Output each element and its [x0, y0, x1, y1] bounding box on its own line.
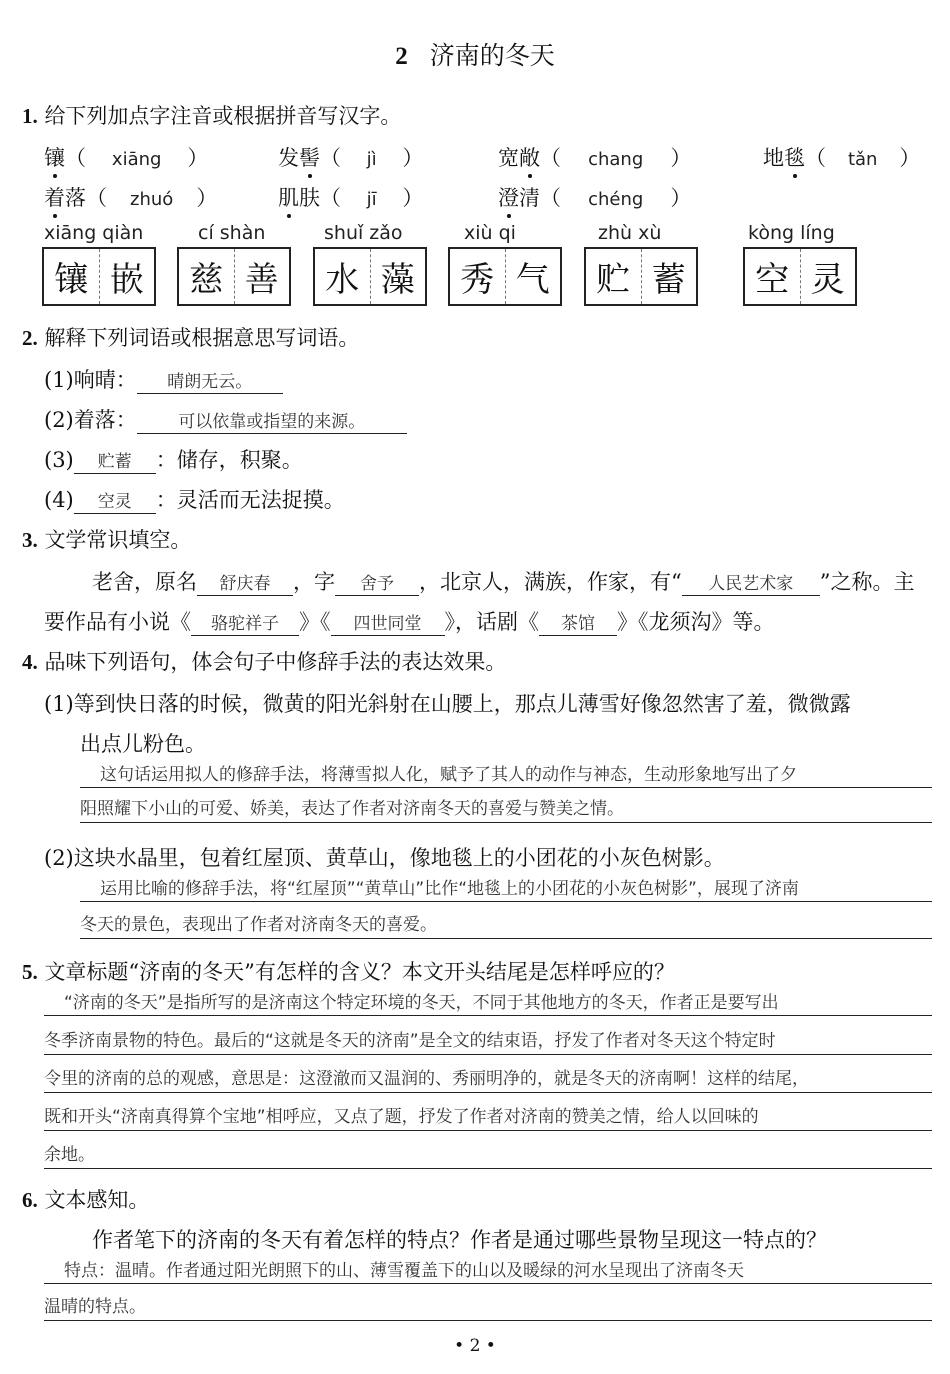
dotted-char: 毯 — [784, 142, 805, 172]
answer-blank: 茶馆 — [539, 613, 617, 636]
text: 要作品有小说《 — [44, 610, 191, 634]
answer-line: “济南的冬天”是指所写的是济南这个特定环境的冬天，不同于其他地方的冬天，作者正是要写出 — [44, 984, 932, 1016]
char-cell: 贮 — [586, 249, 642, 304]
q2-number: 2. — [22, 326, 38, 350]
q2-item — [44, 364, 283, 394]
char-box — [313, 247, 427, 306]
char-cell: 善 — [244, 260, 279, 300]
answer-blank: 空灵 — [74, 491, 156, 514]
dotted-char: 镶 — [44, 142, 65, 172]
q1-number: 1. — [22, 104, 38, 128]
q1-item: 肌肤（ jī ） — [278, 182, 423, 212]
q4-heading — [22, 646, 506, 676]
char-cell: 慈 — [179, 249, 235, 304]
char-cell: 水 — [315, 249, 371, 304]
answer-blank: 可以依靠或指望的来源。 — [137, 411, 407, 434]
answer-line: 特点：温晴。作者通过阳光朗照下的山、薄雪覆盖下的山以及暖绿的河水呈现出了济南冬天 — [44, 1252, 932, 1284]
text: ”之称。主 — [819, 570, 915, 594]
lesson-title: 济南的冬天 — [429, 41, 555, 70]
page-title — [0, 36, 950, 72]
char-cell: 秀 — [450, 249, 506, 304]
item-definition: ：储存，积聚。 — [155, 448, 303, 472]
q6-heading — [22, 1184, 149, 1214]
q1-item: 着落（ zhuó ） — [44, 182, 217, 212]
text: 》《龙须沟》等。 — [617, 610, 775, 634]
plain-char: 清 — [519, 186, 540, 210]
char-box — [42, 247, 156, 306]
box-pinyin: xiù qi — [464, 222, 516, 244]
answer-blank: 舒庆春 — [197, 573, 293, 596]
answer-blank: 人民艺术家 — [682, 573, 820, 596]
q2-prompt: 解释下列词语或根据意思写词语。 — [44, 326, 360, 350]
q4-prompt: 品味下列语句，体会句子中修辞手法的表达效果。 — [44, 650, 507, 674]
page-number: • 2 • — [454, 1336, 496, 1356]
plain-char: 地 — [763, 146, 784, 170]
char-cell: 藻 — [380, 260, 415, 300]
answer-line: 余地。 — [44, 1136, 932, 1169]
answer-blank: 四世同堂 — [331, 613, 445, 636]
item-label: (2)着落： — [44, 408, 137, 432]
char-cell: 气 — [515, 260, 550, 300]
q4-sentence: 出点儿粉色。 — [80, 732, 206, 756]
q3-prompt: 文学常识填空。 — [44, 528, 192, 552]
box-pinyin: zhù xù — [598, 222, 662, 244]
plain-char: 宽 — [498, 146, 519, 170]
answer-line: 既和开头“济南真得算个宝地”相呼应，又点了题，抒发了作者对济南的赞美之情，给人以回味的 — [44, 1098, 932, 1131]
item-definition: ：灵活而无法捉摸。 — [155, 488, 345, 512]
q5-heading — [22, 956, 675, 986]
q6-prompt: 文本感知。 — [44, 1188, 150, 1212]
char-cell: 镶 — [44, 249, 100, 304]
box-pinyin: xiāng qiàn — [44, 222, 144, 244]
dotted-char: 着 — [44, 182, 65, 212]
q2-item — [44, 484, 345, 514]
char-cell: 嵌 — [109, 260, 144, 300]
pinyin-answer: tǎn — [847, 149, 878, 170]
answer-line: 温晴的特点。 — [44, 1288, 932, 1321]
answer-line: 这句话运用拟人的修辞手法，将薄雪拟人化，赋予了其人的动作与神态，生动形象地写出了夕 — [80, 756, 932, 788]
pinyin-answer: jī — [366, 189, 377, 210]
answer-blank: 骆驼祥子 — [191, 613, 299, 636]
q3-line — [92, 566, 915, 596]
box-pinyin: kòng líng — [748, 222, 835, 244]
plain-char: 肤 — [299, 186, 320, 210]
answer-blank: 晴朗无云。 — [137, 371, 283, 394]
dotted-char: 敞 — [519, 142, 540, 172]
plain-char: 落 — [65, 186, 86, 210]
text: ，北京人，满族，作家，有“ — [419, 570, 682, 594]
dotted-char: 肌 — [278, 182, 299, 212]
char-box — [177, 247, 291, 306]
q1-item: 镶（ xiāng ） — [44, 142, 208, 172]
q2-heading — [22, 322, 359, 352]
q1-item: 地毯（ tǎn ） — [763, 142, 920, 172]
q4-number: 4. — [22, 650, 38, 674]
answer-blank: 贮蓄 — [74, 451, 156, 474]
answer-line: 阳照耀下小山的可爱、娇美，表达了作者对济南冬天的喜爱与赞美之情。 — [80, 790, 932, 823]
q2-item — [44, 444, 303, 474]
char-cell: 空 — [745, 249, 801, 304]
item-label: (4) — [44, 488, 74, 512]
q1-item: 发髻（ jì ） — [278, 142, 423, 172]
q1-item: 澄清（ chéng ） — [498, 182, 691, 212]
answer-line: 冬天的景色，表现出了作者对济南冬天的喜爱。 — [80, 906, 932, 939]
char-cell: 灵 — [810, 260, 845, 300]
q4-sentence: (2)这块水晶里，包着红屋顶、黄草山，像地毯上的小团花的小灰色树影。 — [44, 846, 725, 870]
char-box — [448, 247, 562, 306]
q1-item: 宽敞（ chang ） — [498, 142, 691, 172]
text: 老舍，原名 — [92, 570, 197, 594]
box-pinyin: shuǐ zǎo — [324, 222, 403, 244]
q3-line — [44, 606, 775, 636]
answer-line: 运用比喻的修辞手法，将“红屋顶”“黄草山”比作“地毯上的小团花的小灰色树影”，展现了济南 — [80, 870, 932, 902]
q3-heading — [22, 524, 191, 554]
item-label: (1)响晴： — [44, 368, 137, 392]
plain-char: 发 — [278, 146, 299, 170]
q4-sentence: (1)等到快日落的时候，微黄的阳光斜射在山腰上，那点儿薄雪好像忽然害了羞，微微露 — [44, 692, 851, 716]
pinyin-answer: chéng — [588, 189, 644, 210]
q1-prompt: 给下列加点字注音或根据拼音写汉字。 — [44, 104, 402, 128]
q2-item — [44, 404, 407, 434]
text: 》，话剧《 — [444, 610, 539, 634]
dotted-char: 髻 — [299, 142, 320, 172]
char-cell: 蓄 — [651, 260, 686, 300]
q5-prompt: 文章标题“济南的冬天”有怎样的含义？本文开头结尾是怎样呼应的？ — [44, 960, 675, 984]
answer-line: 冬季济南景物的特色。最后的“这就是冬天的济南”是全文的结束语，抒发了作者对冬天这个特定时 — [44, 1022, 932, 1055]
pinyin-answer: jì — [366, 149, 377, 170]
text: ，字 — [293, 570, 335, 594]
box-pinyin: cí shàn — [198, 222, 266, 244]
dotted-char: 澄 — [498, 182, 519, 212]
char-box — [584, 247, 698, 306]
answer-blank: 舍予 — [335, 573, 419, 596]
pinyin-answer: xiāng — [111, 149, 162, 170]
lesson-number: 2 — [395, 43, 408, 70]
pinyin-answer: zhuó — [130, 189, 174, 210]
text: 》《 — [299, 610, 331, 634]
answer-line: 令里的济南的总的观感，意思是：这澄澈而又温润的、秀丽明净的，就是冬天的济南啊！这样的结尾， — [44, 1060, 932, 1093]
pinyin-answer: chang — [588, 149, 644, 170]
q3-number: 3. — [22, 528, 38, 552]
item-label: (3) — [44, 448, 74, 472]
q5-number: 5. — [22, 960, 38, 984]
q1-heading — [22, 100, 401, 130]
q6-question: 作者笔下的济南的冬天有着怎样的特点？作者是通过哪些景物呈现这一特点的？ — [92, 1228, 827, 1252]
q6-number: 6. — [22, 1188, 38, 1212]
char-box — [743, 247, 857, 306]
